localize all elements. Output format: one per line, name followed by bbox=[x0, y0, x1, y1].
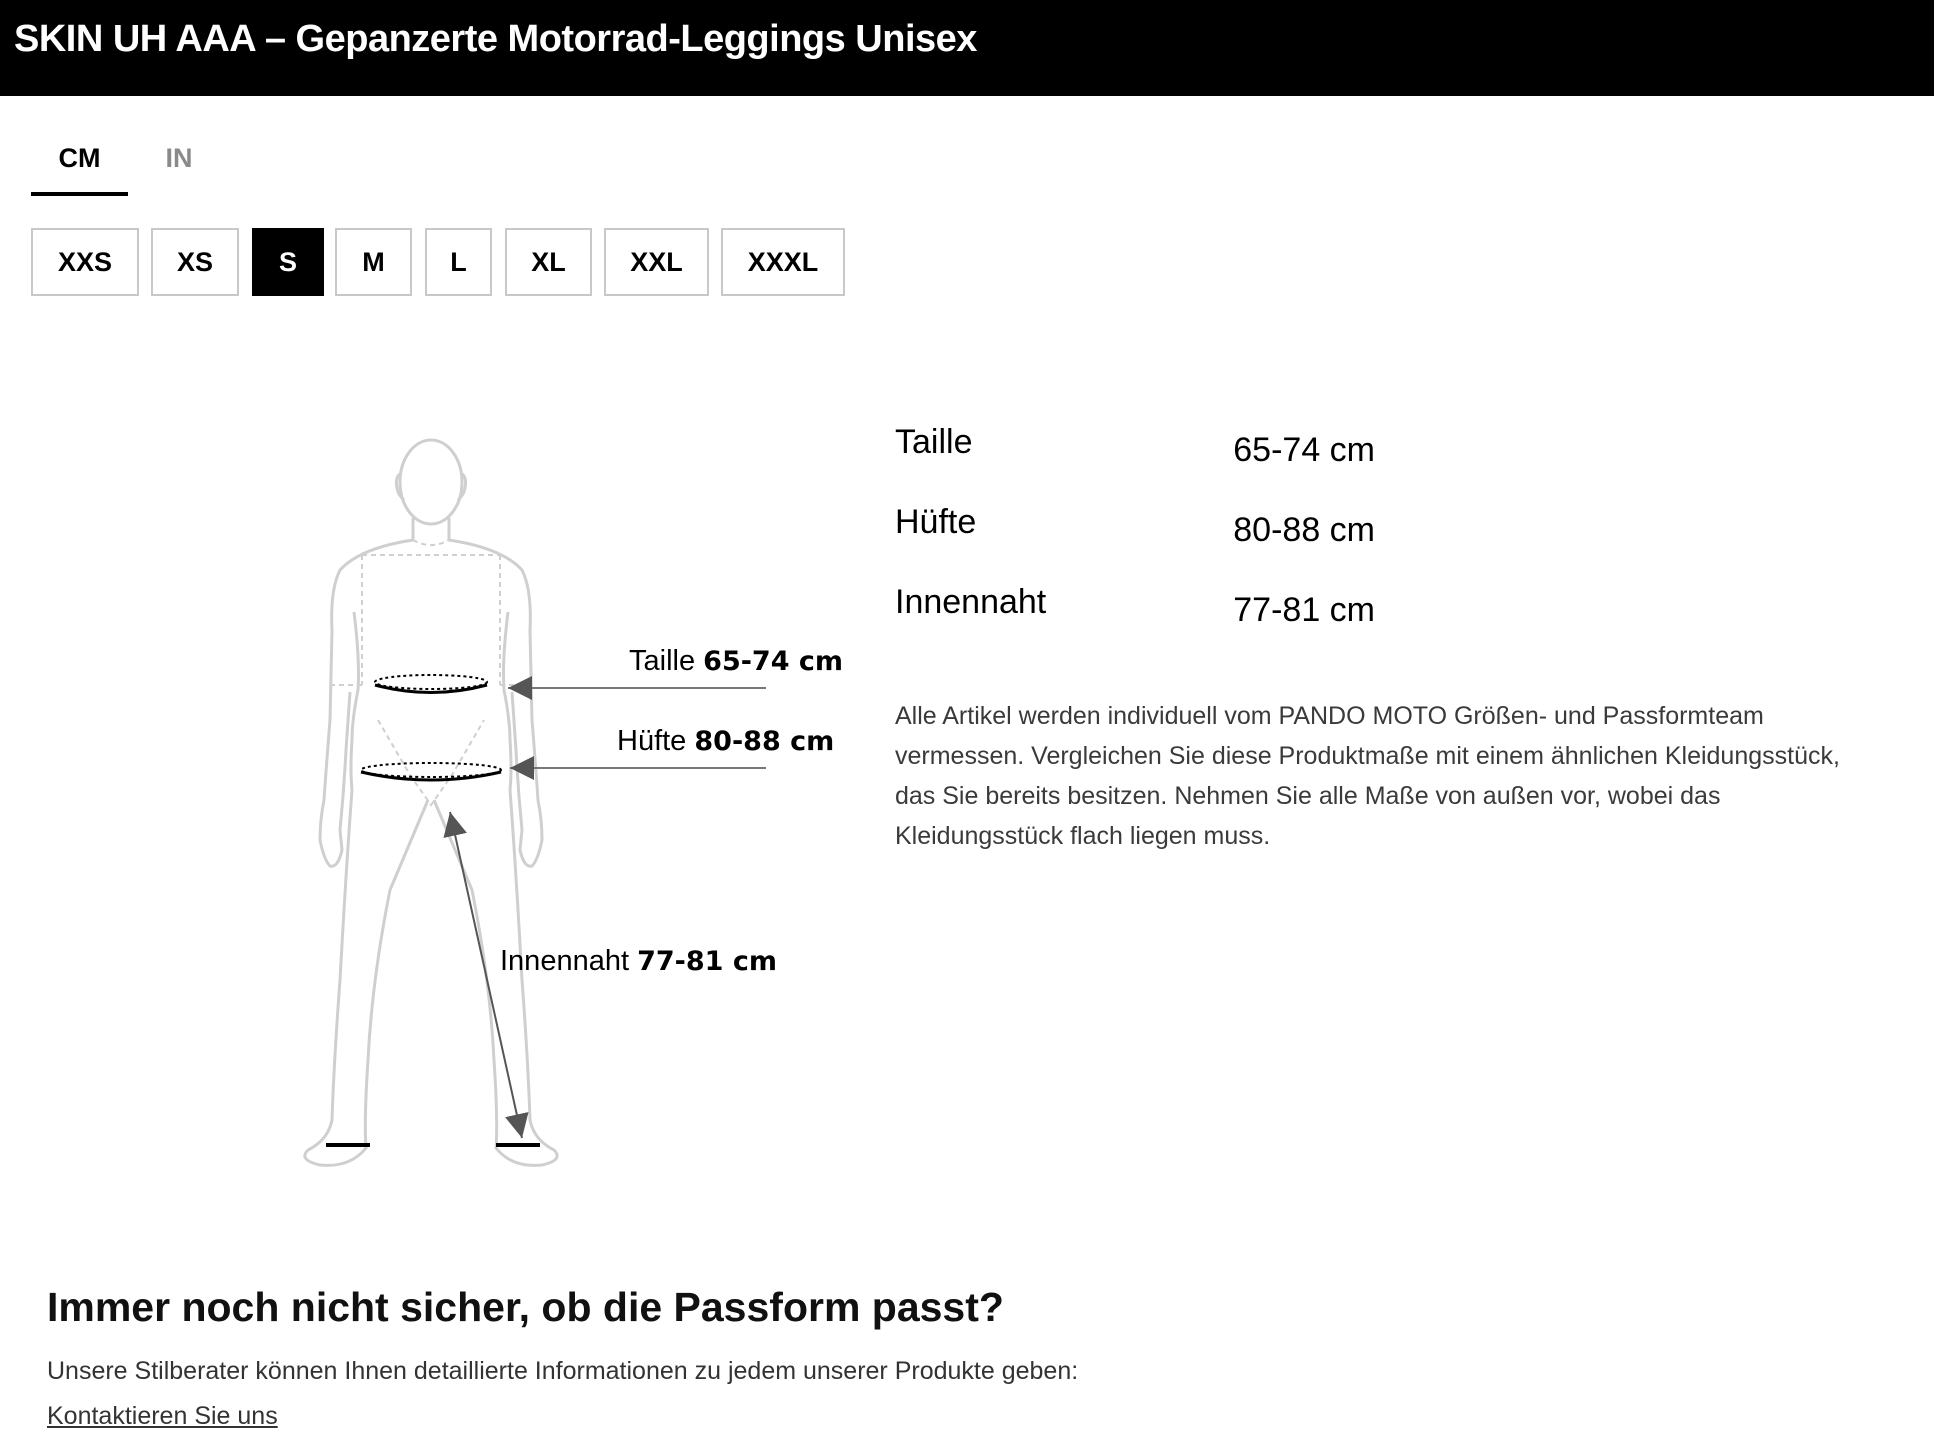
help-text: Unsere Stilberater können Ihnen detaillierte Informationen zu jedem unserer Produkte geben: bbox=[47, 1357, 1079, 1385]
inseam-callout-label: Innennaht bbox=[500, 945, 630, 977]
hip-callout-label: Hüfte bbox=[617, 725, 687, 757]
size-button-xl[interactable]: XL bbox=[505, 228, 592, 296]
page-header bbox=[0, 0, 1934, 96]
tab-in[interactable]: IN bbox=[165, 143, 193, 173]
waist-callout-label: Taille bbox=[629, 645, 696, 677]
size-button-xxs[interactable]: XXS bbox=[31, 228, 139, 296]
measurement-label: Taille bbox=[895, 423, 973, 461]
waist-callout bbox=[629, 645, 843, 678]
size-button-xxl[interactable]: XXL bbox=[604, 228, 709, 296]
measurement-row bbox=[895, 503, 1375, 563]
inseam-callout bbox=[500, 945, 777, 978]
hip-callout-value: 80-88 cm bbox=[694, 726, 835, 757]
tab-cm[interactable]: CM bbox=[31, 130, 128, 196]
measurement-value: 65-74 cm bbox=[1233, 431, 1375, 469]
size-button-xs[interactable]: XS bbox=[151, 228, 239, 296]
measurement-description: Alle Artikel werden individuell vom PANDO MOTO Größen- und Passformteam vermessen. Vergleichen Sie diese Produktmaße mit einem ähnlichen Kleidungsstück, das Sie bereits besitzen. Nehmen Sie alle Maße von außen vor, wobei das Kleidungsstück flach liegen muss. bbox=[895, 702, 1840, 850]
hip-callout bbox=[617, 725, 834, 758]
size-button-m[interactable]: M bbox=[335, 228, 412, 296]
contact-link[interactable]: Kontaktieren Sie uns bbox=[47, 1402, 278, 1430]
measurement-value: 77-81 cm bbox=[1233, 591, 1375, 629]
size-button-l[interactable]: L bbox=[425, 228, 492, 296]
measurement-label: Hüfte bbox=[895, 503, 977, 541]
size-button-xxxl[interactable]: XXXL bbox=[721, 228, 845, 296]
waist-callout-value: 65-74 cm bbox=[703, 646, 844, 677]
measurement-label: Innennaht bbox=[895, 583, 1047, 621]
inseam-callout-value: 77-81 cm bbox=[637, 946, 777, 977]
human-figure-icon bbox=[290, 420, 850, 1180]
measurement-value: 80-88 cm bbox=[1233, 511, 1375, 549]
measurement-row bbox=[895, 423, 1375, 483]
product-title: SKIN UH AAA – Gepanzerte Motorrad-Leggings Unisex bbox=[14, 18, 977, 60]
size-button-s[interactable]: S bbox=[252, 228, 324, 296]
help-title: Immer noch nicht sicher, ob die Passform passt? bbox=[47, 1284, 1004, 1330]
measurement-row bbox=[895, 583, 1375, 643]
